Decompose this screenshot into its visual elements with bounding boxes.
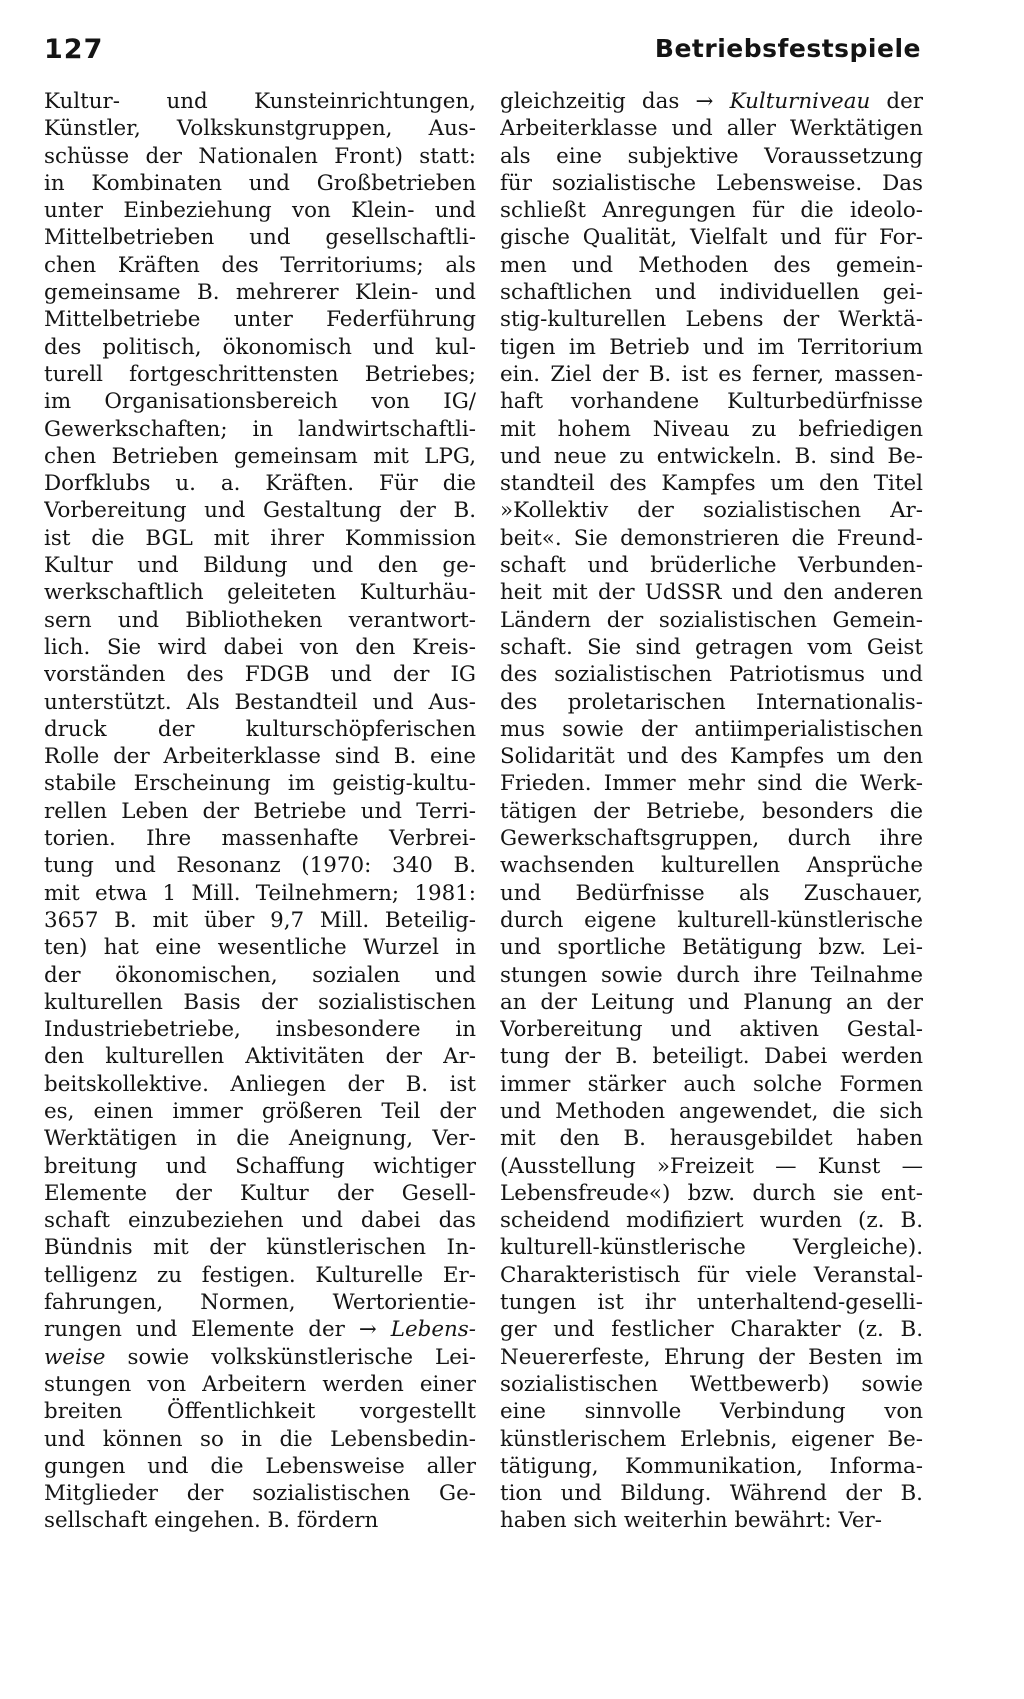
text-line: stig-kulturellen Lebens der Werktä- [500,307,923,333]
cross-reference-arrow: → [695,89,714,114]
text-line: lich. Sie wird dabei von den Kreis- [44,634,476,660]
text-fragment: sowie volkskünstlerische Lei- [105,1344,476,1370]
text-line: torien. Ihre massenhafte Verbrei- [44,826,476,852]
text-line: stungen von Arbeitern werden einer [44,1371,476,1397]
text-line: schließt Anregungen für die ideolo- [500,198,923,224]
text-line: kulturellen Basis der sozialistischen [44,989,476,1015]
text-line: immer stärker auch solche Formen [500,1071,923,1097]
text-line: chen Betrieben gemeinsam mit LPG, [44,443,476,469]
text-fragment: der [870,89,923,114]
text-line: tätigung, Kommunikation, Informa- [500,1453,923,1479]
text-line: als eine subjektive Voraussetzung [500,143,923,169]
cross-reference-term: weise [44,1344,106,1370]
text-line: rellen Leben der Betriebe und Terri- [44,798,476,824]
text-line: mit den B. herausgebildet haben [500,1126,923,1152]
text-line: und können so in die Lebensbedin- [44,1426,476,1452]
text-line [44,1344,476,1371]
text-line: Neuererfeste, Ehrung der Besten im [500,1344,923,1370]
text-line: den kulturellen Aktivitäten der Ar- [44,1044,476,1070]
text-line: druck der kulturschöpferischen [44,716,476,742]
text-line: gungen und die Lebensweise aller [44,1453,476,1479]
text-line: schaft einzubeziehen und dabei das [44,1208,476,1234]
text-line: Mittelbetrieben und gesellschaftli- [44,225,476,251]
text-line: unter Einbeziehung von Klein- und [44,198,476,224]
text-line: Industriebetriebe, insbesondere in [44,1017,476,1043]
text-line: »Kollektiv der sozialistischen Ar- [500,498,923,524]
text-line: Gewerkschaften; in landwirtschaftli- [44,416,476,442]
text-line: schaftlichen und individuellen gei- [500,280,923,306]
text-line: Vorbereitung und aktiven Gestal- [500,1017,923,1043]
text-line: Ländern der sozialistischen Gemein- [500,607,923,633]
text-line: (Ausstellung »Freizeit — Kunst — [500,1153,923,1179]
text-line: künstlerischem Erlebnis, eigener Be- [500,1426,923,1452]
text-line: und sportliche Betätigung bzw. Lei- [500,935,923,961]
text-line: Dorfklubs u. a. Kräften. Für die [44,471,476,497]
text-line: scheidend modifiziert wurden (z. B. [500,1208,923,1234]
text-line: sern und Bibliotheken verantwort- [44,607,476,633]
text-line: Mitglieder der sozialistischen Ge- [44,1481,476,1507]
text-line: des sozialistischen Patriotismus und [500,662,923,688]
text-line: schaft und brüderliche Verbunden- [500,553,923,579]
text-line: haben sich weiterhin bewährt: Ver- [500,1508,882,1534]
text-line: Kultur und Bildung und den ge- [44,553,476,579]
text-line: Charakteristisch für viele Veranstal- [500,1262,923,1288]
text-line: der ökonomischen, sozialen und [44,962,476,988]
text-line: und neue zu entwickeln. B. sind Be- [500,443,923,469]
text-line: des proletarischen Internationalis- [500,689,923,715]
right-text-column [500,88,923,1535]
text-line: telligenz zu festigen. Kulturelle Er- [44,1262,476,1288]
text-line: sellschaft eingehen. B. fördern [44,1508,379,1534]
text-line: im Organisationsbereich von IG/ [44,389,476,415]
text-line: Lebensfreude«) bzw. durch sie ent- [500,1180,923,1206]
text-line: Künstler, Volkskunstgruppen, Aus- [44,116,476,142]
text-line: haft vorhandene Kulturbedürfnisse [500,389,923,415]
text-line: Solidarität und des Kampfes um den [500,744,923,770]
text-line: 3657 B. mit über 9,7 Mill. Beteilig- [44,907,476,933]
text-line: tung der B. beteiligt. Dabei werden [500,1044,923,1070]
text-line: eine sinnvolle Verbindung von [500,1399,923,1425]
text-line [500,88,923,115]
text-line: kulturell-künstlerische Vergleiche). [500,1235,923,1261]
text-line: tungen ist ihr unterhaltend-geselli- [500,1290,923,1316]
text-line: Bündnis mit der künstlerischen In- [44,1235,476,1261]
text-line: standteil des Kampfes um den Titel [500,471,923,497]
text-line: sozialistischen Wettbewerb) sowie [500,1371,923,1397]
text-line: vorständen des FDGB und der IG [44,662,476,688]
text-line: wachsenden kulturellen Ansprüche [500,853,923,879]
cross-reference-term: Lebens- [376,1317,476,1343]
text-line: schaft. Sie sind getragen vom Geist [500,634,923,660]
text-line: gemeinsame B. mehrerer Klein- und [44,280,476,306]
text-line: fahrungen, Normen, Wertorientie- [44,1290,476,1316]
text-line: ten) hat eine wesentliche Wurzel in [44,935,476,961]
text-line: Elemente der Kultur der Gesell- [44,1180,476,1206]
text-line: in Kombinaten und Großbetrieben [44,170,476,196]
text-line: des politisch, ökonomisch und kul- [44,334,476,360]
text-line: stungen sowie durch ihre Teilnahme [500,962,923,988]
text-line: tung und Resonanz (1970: 340 B. [44,853,476,879]
text-line: tion und Bildung. Während der B. [500,1481,923,1507]
text-line: beitskollektive. Anliegen der B. ist [44,1071,476,1097]
text-line: Frieden. Immer mehr sind die Werk- [500,771,923,797]
text-line: unterstützt. Als Bestandteil und Aus- [44,689,476,715]
text-line: stabile Erscheinung im geistig-kultu- [44,771,476,797]
cross-reference-arrow: → [358,1317,377,1343]
text-fragment: gleichzeitig das [500,89,696,114]
text-line: tätigen der Betriebe, besonders die [500,798,923,824]
text-line: tigen im Betrieb und im Territorium [500,334,923,360]
text-line: an der Leitung und Planung an der [500,989,923,1015]
text-line: Mittelbetriebe unter Federführung [44,307,476,333]
text-line: ist die BGL mit ihrer Kommission [44,525,476,551]
page-header [44,34,921,74]
text-line [44,1316,476,1343]
text-line: ein. Ziel der B. ist es ferner, massen- [500,361,923,387]
text-line: gische Qualität, Vielfalt und für For- [500,225,923,251]
text-line: heit mit der UdSSR und den anderen [500,580,923,606]
left-text-column [44,88,476,1535]
text-line: mit etwa 1 Mill. Teilnehmern; 1981: [44,880,476,906]
text-line: und Bedürfnisse als Zuschauer, [500,880,923,906]
text-line: Vorbereitung und Gestaltung der B. [44,498,476,524]
text-line: turell fortgeschrittensten Betriebes; [44,361,476,387]
text-line: für sozialistische Lebensweise. Das [500,170,923,196]
text-line: werkschaftlich geleiteten Kulturhäu- [44,580,476,606]
text-fragment: rungen und Elemente der [44,1317,359,1343]
text-line: breiten Öffentlichkeit vorgestellt [44,1399,476,1425]
text-line: schüsse der Nationalen Front) statt: [44,143,476,169]
text-line: Arbeiterklasse und aller Werktätigen [500,116,923,142]
page-number: 127 [44,34,104,65]
text-line: mus sowie der antiimperialistischen [500,716,923,742]
text-line: Rolle der Arbeiterklasse sind B. eine [44,744,476,770]
text-line: durch eigene kulturell-künstlerische [500,907,923,933]
text-line: es, einen immer größeren Teil der [44,1098,476,1124]
text-line: Gewerkschaftsgruppen, durch ihre [500,826,923,852]
text-line: Kultur- und Kunsteinrichtungen, [44,89,476,114]
text-line: mit hohem Niveau zu befriedigen [500,416,923,442]
cross-reference-term: Kulturniveau [713,89,871,114]
text-line: und Methoden angewendet, die sich [500,1098,923,1124]
text-line: Werktätigen in die Aneignung, Ver- [44,1126,476,1152]
text-line: beit«. Sie demonstrieren die Freund- [500,525,923,551]
running-head: Betriebsfestspiele [654,34,921,63]
text-line: ger und festlicher Charakter (z. B. [500,1317,923,1343]
text-line: chen Kräften des Territoriums; als [44,252,476,278]
text-line: breitung und Schaffung wichtiger [44,1153,476,1179]
text-line: men und Methoden des gemein- [500,252,923,278]
